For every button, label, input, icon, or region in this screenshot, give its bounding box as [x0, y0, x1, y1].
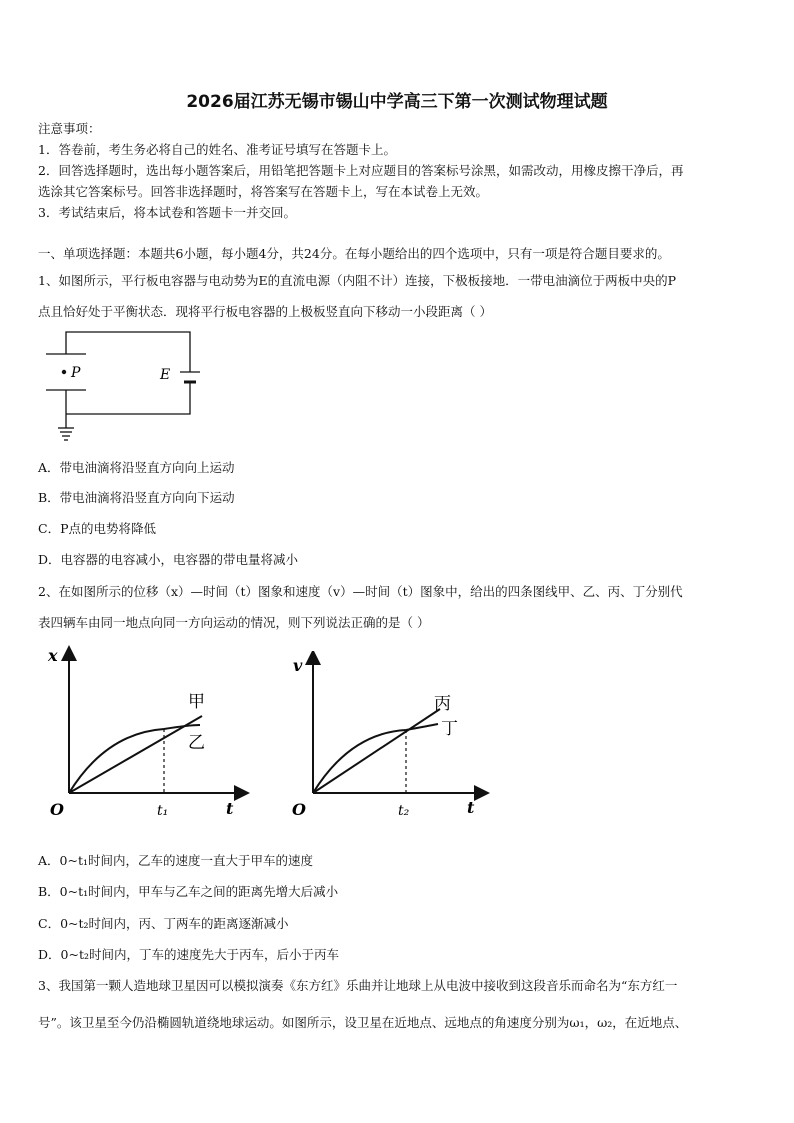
q1-stem-line: 1、如图所示，平行板电容器与电动势为E的直流电源（内阻不计）连接，下极板接地．一带电油滴位于两板中央的P — [38, 273, 676, 288]
svg-text:t: t — [467, 798, 475, 817]
capacitor-circuit-figure — [38, 330, 208, 445]
page-title: 2026届江苏无锡市锡山中学高三下第一次测试物理试题 — [186, 92, 608, 112]
notice-item: 2．回答选择题时，选出每小题答案后，用铅笔把答题卡上对应题目的答案标号涂黑，如需改动，用橡皮擦干净后，再 — [38, 163, 684, 178]
svg-text:O: O — [292, 800, 306, 819]
q3-stem-line: 号”。该卫星至今仍沿椭圆轨道绕地球运动。如图所示，设卫星在近地点、远地点的角速度分别为ω₁，ω₂，在近地点、 — [38, 1015, 688, 1030]
svg-text:t₁: t₁ — [157, 803, 169, 819]
section-heading: 一、单项选择题：本题共6小题，每小题4分，共24分。在每小题给出的四个选项中，只有一项是符合题目要求的。 — [38, 246, 670, 261]
q2-stem-line: 表四辆车由同一地点向同一方向运动的情况，则下列说法正确的是（ ） — [38, 615, 430, 630]
notice-item: 3．考试结束后，将本试卷和答题卡一并交回。 — [38, 205, 296, 220]
svg-text:v: v — [293, 656, 303, 675]
svg-text:丁: 丁 — [441, 719, 458, 739]
oil-drop-dot — [62, 370, 66, 374]
q2-option: D．0~t₂时间内，丁车的速度先大于丙车，后小于丙车 — [38, 947, 339, 962]
notice-heading: 注意事项： — [38, 121, 101, 136]
vt-graph — [288, 651, 493, 831]
notice-item: 1．答卷前，考生务必将自己的姓名、准考证号填写在答题卡上。 — [38, 142, 396, 157]
q2-option: B．0~t₁时间内，甲车与乙车之间的距离先增大后减小 — [38, 884, 339, 899]
q2-option: A．0~t₁时间内，乙车的速度一直大于甲车的速度 — [38, 853, 313, 868]
q2-stem-line: 2、在如图所示的位移（x）—时间（t）图象和速度（v）—时间（t）图象中，给出的四条图线甲、乙、丙、丁分别代 — [38, 584, 683, 599]
xt-graph — [44, 645, 254, 825]
svg-text:x: x — [48, 646, 58, 665]
label-e: E — [160, 367, 171, 383]
q1-option: B．带电油滴将沿竖直方向向下运动 — [38, 490, 235, 505]
svg-text:甲: 甲 — [188, 692, 205, 712]
q1-stem-line: 点且恰好处于平衡状态．现将平行板电容器的上极板竖直向下移动一小段距离（ ） — [38, 304, 492, 319]
q1-option: D．电容器的电容减小，电容器的带电量将减小 — [38, 552, 299, 567]
q1-option: C．P点的电势将降低 — [38, 521, 156, 536]
svg-text:丙: 丙 — [434, 694, 451, 714]
label-p: P — [71, 365, 81, 381]
svg-text:t₂: t₂ — [398, 803, 410, 819]
q1-option: A．带电油滴将沿竖直方向向上运动 — [38, 460, 235, 475]
svg-text:乙: 乙 — [188, 733, 205, 753]
notice-item: 选涂其它答案标号。回答非选择题时，将答案写在答题卡上，写在本试卷上无效。 — [38, 184, 489, 199]
q2-option: C．0~t₂时间内，丙、丁两车的距离逐渐减小 — [38, 916, 289, 931]
svg-text:t: t — [226, 799, 234, 818]
svg-text:O: O — [50, 800, 64, 819]
q3-stem-line: 3、我国第一颗人造地球卫星因可以模拟演奏《东方红》乐曲并让地球上从电波中接收到这段音乐而命名为“东方红一 — [38, 978, 678, 993]
